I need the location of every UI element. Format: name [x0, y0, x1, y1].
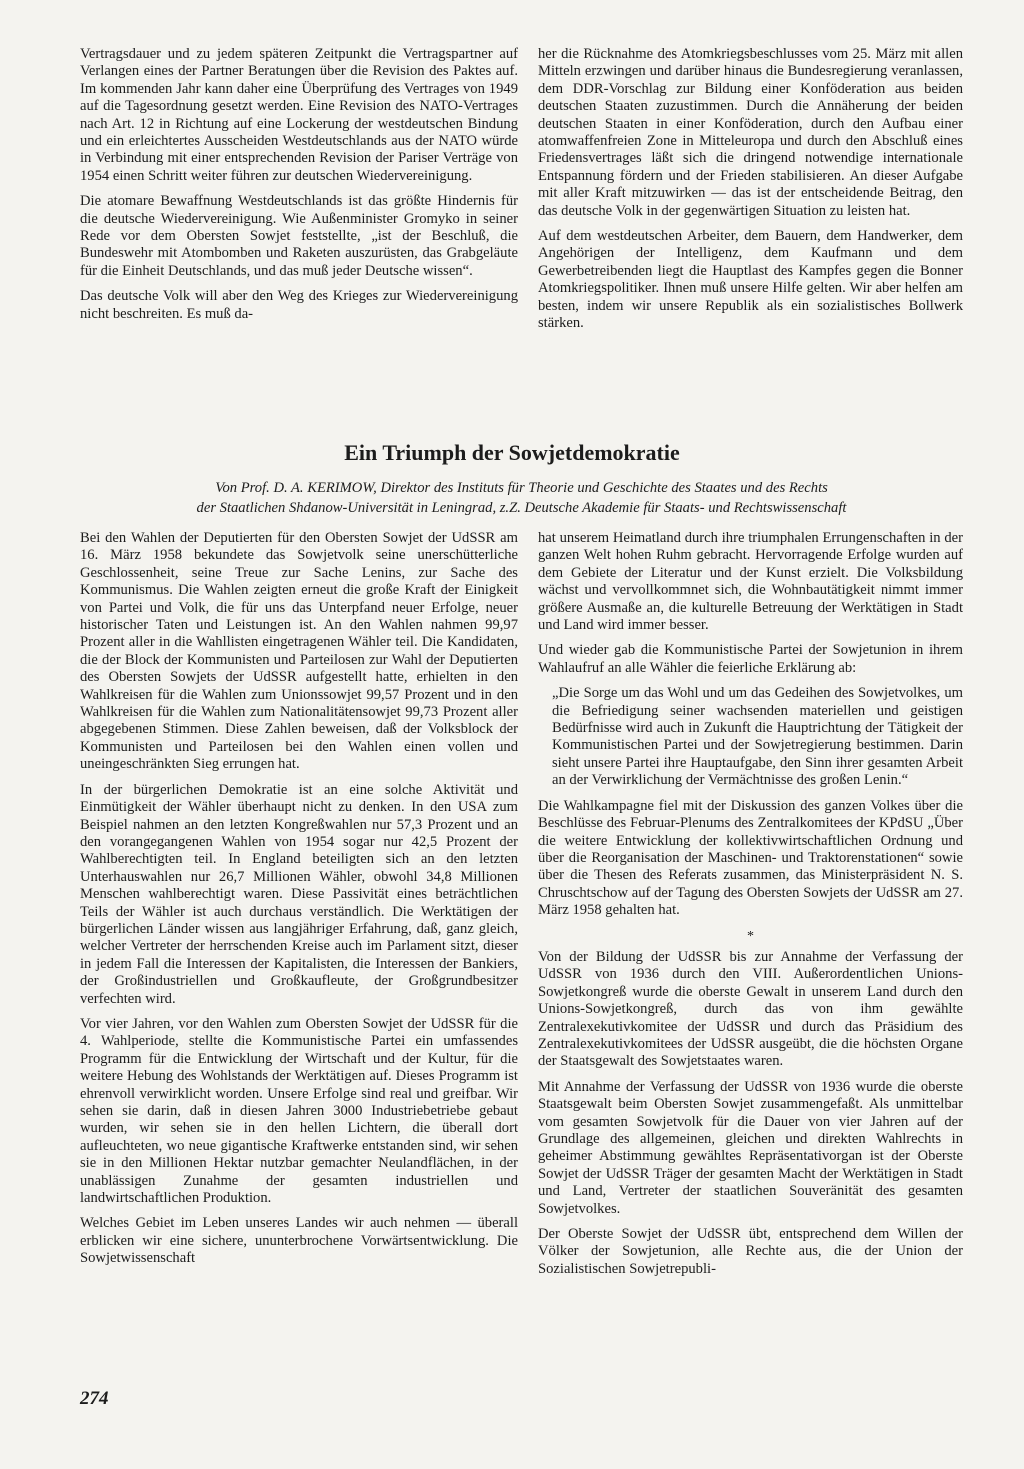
paragraph: Welches Gebiet im Leben unseres Landes wir auch nehmen — überall erblicken wir eine sichere, ununterbrochene Vorwärtsentwicklung. Die Sowjetwissenschaft: [80, 1215, 518, 1267]
paragraph: Vor vier Jahren, vor den Wahlen zum Obersten Sowjet der UdSSR für die 4. Wahlperiode, stellte die Kommunistische Partei ein umfassendes Programm für die Entwicklung der Wirtschaft und der Kultur, für die weitere Hebung des Wohlstands der Werktätigen auf. Dieses Programm ist ehrenvoll verwirklicht worden. Unsere Erfolge sind real und greifbar. Wir sehen sie darin, daß in diesen Jahren 3000 Industriebetriebe gebaut wurden, wir sehen sie in den hellen Lichtern, die überall dort aufleuchteten, wo neue gigantische Kraftwerke entstanden sind, wir sehen sie in den Millionen Hektar nutzbar gemachter Neulandflächen, in der unablässigen Zunahme der gesamten industriellen und landwirtschaftlichen Produktion.: [80, 1015, 518, 1207]
article-byline: [80, 478, 963, 518]
article-title: Ein Triumph der Sowjetdemokratie: [344, 440, 680, 465]
paragraph: Das deutsche Volk will aber den Weg des Krieges zur Wiedervereinigung nicht beschreiten. Es muß da-: [80, 288, 518, 322]
paragraph: Mit Annahme der Verfassung der UdSSR von 1936 wurde die oberste Staatsgewalt beim Obersten Sowjet zusammengefaßt. Als unmittelbar vom gesamten Sowjetvolk für die Dauer von vier Jahren auf der Grundlage des allgemeinen, gleichen und direkten Wahlrechts in geheimer Abstimmung gewähltes Repräsentativorgan ist der Oberste Sowjet der UdSSR Träger der gesamten Macht der Werktätigen in Stadt und Land, Vertreter der staatlichen Souveränität des gesamten Sowjetvolkes.: [538, 1078, 963, 1217]
paragraph: Auf dem westdeutschen Arbeiter, dem Bauern, dem Handwerker, dem Angehörigen der Intelligenz, dem Kaufmann und dem Gewerbetreibenden liegt die Hauptlast des Kampfes gegen die Bonner Atomkriegspolitiker. Ihnen muß unsere Hilfe gelten. Wir aber helfen am besten, indem wir unsere Republik als ein sozialistisches Bollwerk stärken.: [538, 228, 963, 332]
page-number: 274: [80, 1388, 109, 1409]
paragraph: Vertragsdauer und zu jedem späteren Zeitpunkt die Vertragspartner auf Verlangen eines der Partner Beratungen über die Revision des Paktes auf. Im kommenden Jahr kann daher eine Überprüfung des Vertrages von 1949 auf die Tagesordnung gesetzt werden. Eine Revision des NATO-Vertrages nach Art. 12 in Richtung auf eine Lockerung der westdeutschen Bindung und ein erleichtertes Ausscheiden Westdeutschlands aus der NATO würde in Verbindung mit einer entsprechenden Revision der Pariser Verträge von 1954 einen Schritt weiter führen zur deutschen Wiedervereinigung.: [80, 46, 518, 184]
article-right-column: [538, 530, 963, 1286]
top-right-column: [538, 46, 963, 341]
paragraph: In der bürgerlichen Demokratie ist an eine solche Aktivität und Einmütigkeit der Wähler überhaupt nicht zu denken. In den USA zum Beispiel nahmen an den letzten Kongreßwahlen nur 57,3 Prozent und an den vorangegangenen Wahlen von 1954 sogar nur 42,5 Prozent der Wahlberechtigten teil. In England beteiligten sich an den letzten Unterhauswahlen nur 26,7 Millionen Wähler, obwohl 34,8 Millionen Menschen wahlberechtigt waren. Diese Passivität eines beträchtlichen Teils der Wähler ist auch durchaus verständlich. Die Werktätigen der bürgerlichen Länder wissen aus langjähriger Erfahrung, daß, ganz gleich, welcher Vertreter der herrschenden Kreise auch im Parlament sitzt, dieser in jedem Fall die Interessen der Kapitalisten, die Interessen der Bankiers, der Großindustriellen und Großkaufleute, der Großgrundbesitzer verfechten wird.: [80, 781, 518, 1007]
paragraph: Von der Bildung der UdSSR bis zur Annahme der Verfassung der UdSSR von 1936 durch den VIII. Außerordentlichen Unions-Sowjetkongreß wurde die oberste Gewalt in unserem Land durch den Unions-Sowjetkongreß, durch das von ihm gewählte Zentralexekutivkomitee der UdSSR und durch das Präsidium des Zentralexekutivkomitees der UdSSR ausgeübt, die die höchsten Organe der Staatsgewalt des Sowjetstaates waren.: [538, 948, 963, 1070]
block-quote: „Die Sorge um das Wohl und um das Gedeihen des Sowjetvolkes, um die Befriedigung seiner wachsenden materiellen und geistigen Bedürfnisse wird auch in Zukunft die Hauptrichtung der Tätigkeit der Kommunistischen Partei und der Sowjetregierung bestimmen. Darin sieht unsere Partei ihre Hauptaufgabe, den Sinn ihrer gesamten Arbeit an der Verwirklichung der Vermächtnisse des großen Lenin.“: [552, 685, 963, 789]
paragraph: Die atomare Bewaffnung Westdeutschlands ist das größte Hindernis für die deutsche Wiedervereinigung. Wie Außenminister Gromyko in seiner Rede vor dem Obersten Sowjet feststellte, „ist der Beschluß, die Bundeswehr mit Atombomben und Raketen auszurüsten, das Grabgeläute für die Einheit Deutschlands, und das muß jeder Deutsche wissen“.: [80, 193, 518, 279]
article-left-column: [80, 530, 518, 1276]
byline-line: der Staatlichen Shdanow-Universität in Leningrad, z.Z. Deutsche Akademie für Staats- und Rechtswissenschaft: [196, 500, 847, 516]
byline-line: Von Prof. D. A. KERIMOW, Direktor des Instituts für Theorie und Geschichte des Staates und des Rechts: [215, 480, 828, 496]
paragraph: Und wieder gab die Kommunistische Partei der Sowjetunion in ihrem Wahlaufruf an alle Wähler die feierliche Erklärung ab:: [538, 642, 963, 676]
paragraph: Der Oberste Sowjet der UdSSR übt, entsprechend dem Willen der Völker der Sowjetunion, alle Rechte aus, die der Union der Sozialistischen Sowjetrepubli-: [538, 1226, 963, 1277]
paragraph: Bei den Wahlen der Deputierten für den Obersten Sowjet der UdSSR am 16. März 1958 bekundete das Sowjetvolk seine unerschütterliche Geschlossenheit, seine Treue zur Sache Lenins, zur Sache des Kommunismus. Die Wahlen zeigten erneut die große Kraft der Einigkeit von Partei und Volk, die für uns das Unterpfand neuer Erfolge, neuer historischer Taten und Leistungen ist. An den Wahlen nahmen 99,97 Prozent aller in die Wahllisten eingetragenen Wähler teil. Die Kandidaten, die der Block der Kommunisten und Parteilosen zur Wahl der Deputierten des Obersten Sowjets der UdSSR aufgestellt hatte, erhielten in den Wahlkreisen für die Wahlen zum Unionssowjet 99,57 Prozent und in den Wahlkreisen für die Wahlen zum Nationalitätensowjet 99,73 Prozent aller abgegebenen Stimmen. Diese Zahlen beweisen, daß der Volksblock der Kommunisten und Parteilosen bei den Wahlen einen vollen und uneingeschränkten Sieg errungen hat.: [80, 530, 518, 773]
paragraph: her die Rücknahme des Atomkriegsbeschlusses vom 25. März mit allen Mitteln erzwingen und darüber hinaus die Bundesregierung veranlassen, dem DDR-Vorschlag zur Bildung einer Konföderation aus beiden deutschen Staaten zuzustimmen. Durch die Annäherung der beiden deutschen Staaten in einer Konföderation, durch den Aufbau einer atomwaffenfreien Zone in Mitteleuropa und durch den Abschluß eines Friedensvertrages läßt sich die dringend notwendige internationale Entspannung fördern und der Frieden stabilisieren. An dieser Aufgabe mit aller Kraft mitzuwirken — das ist der entscheidende Beitrag, den das deutsche Volk in der gegenwärtigen Situation zu leisten hat.: [538, 46, 963, 219]
paragraph: Die Wahlkampagne fiel mit der Diskussion des ganzen Volkes über die Beschlüsse des Februar-Plenums des Zentralkomitees der KPdSU „Über die weitere Entwicklung der kollektivwirtschaftlichen Ordnung und über die Reorganisation der Maschinen- und Traktorenstationen“ sowie über die Thesen des Referats zusammen, das Ministerpräsident N. S. Chruschtschow auf der Tagung des Obersten Sowjets der UdSSR am 27. März 1958 gehalten hat.: [538, 797, 963, 919]
paragraph: hat unserem Heimatland durch ihre triumphalen Errungenschaften in der ganzen Welt hohen Ruhm gebracht. Hervorragende Erfolge wurden auf dem Gebiete der Literatur und der Kunst erzielt. Die Volksbildung wächst und vervollkommnet sich, die Wohnbautätigkeit nimmt immer größere Ausmaße an, die kulturelle Betreuung der Werktätigen in Stadt und Land wird immer besser.: [538, 530, 963, 634]
section-separator: *: [747, 928, 754, 944]
top-left-column: [80, 46, 518, 331]
